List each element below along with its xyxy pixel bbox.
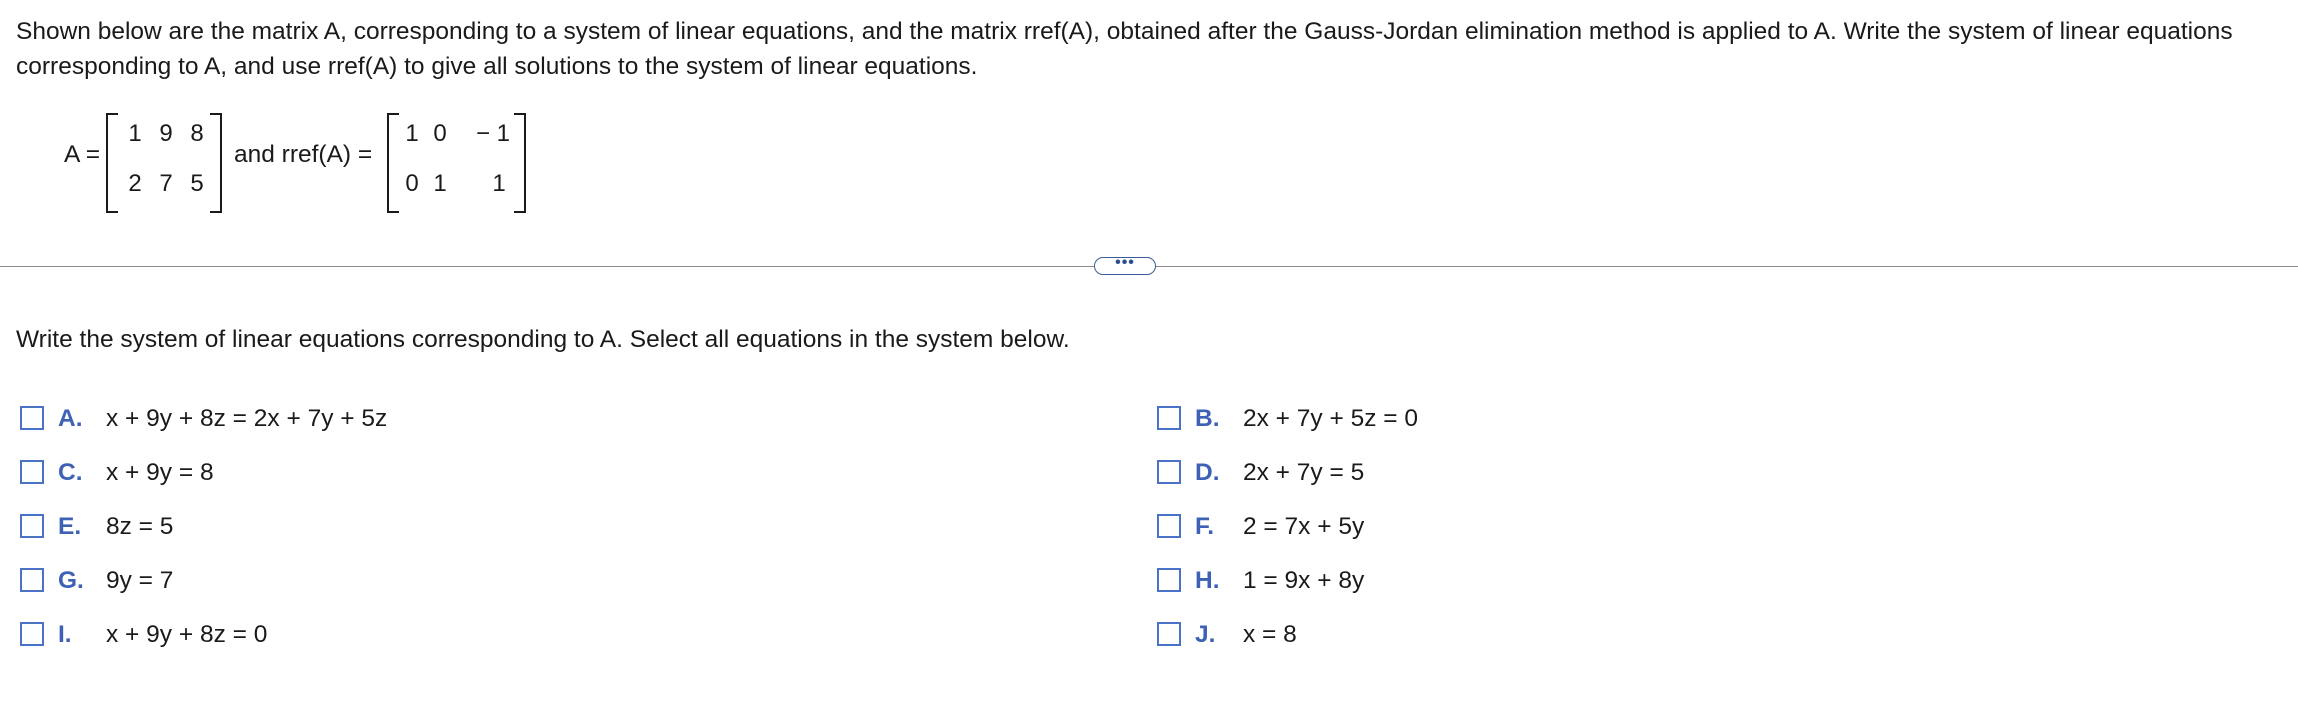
rref-cell: 1 xyxy=(433,170,447,197)
option-text: 8z = 5 xyxy=(106,513,174,540)
option-text: x + 9y + 8z = 0 xyxy=(106,621,268,648)
rref-cell: 0 xyxy=(405,170,419,197)
checkbox[interactable] xyxy=(20,622,44,646)
option-letter: E. xyxy=(58,513,82,540)
rref-right-bracket xyxy=(514,113,526,213)
checkbox[interactable] xyxy=(20,460,44,484)
matrix-a-cell: 2 xyxy=(128,170,142,197)
option-text: 1 = 9x + 8y xyxy=(1243,567,1365,594)
matrix-display xyxy=(0,113,700,213)
matrix-a-right-bracket xyxy=(210,113,222,213)
problem-statement: Shown below are the matrix A, corresponding to a system of linear equations, and the matrix rref(A), obtained after the Gauss-Jordan elimination method is applied to A. Write the system of linear equations corresponding to A, and use rref(A) to give all solutions to the system of linear equations. xyxy=(16,18,2233,80)
option-text: 2x + 7y + 5z = 0 xyxy=(1243,405,1419,432)
option-letter: D. xyxy=(1195,459,1220,486)
option-letter: I. xyxy=(58,621,72,648)
checkbox[interactable] xyxy=(1157,406,1181,430)
option-text: x = 8 xyxy=(1243,621,1297,648)
option-letter: C. xyxy=(58,459,83,486)
checkbox[interactable] xyxy=(1157,622,1181,646)
checkbox[interactable] xyxy=(1157,568,1181,592)
option-letter: B. xyxy=(1195,405,1220,432)
rref-cell: 1 xyxy=(492,170,506,197)
matrix-a-cell: 8 xyxy=(190,120,204,147)
rref-cell: 1 xyxy=(405,120,419,147)
matrix-a-left-bracket xyxy=(106,113,118,213)
option-text: 9y = 7 xyxy=(106,567,174,594)
option-text: 2 = 7x + 5y xyxy=(1243,513,1365,540)
rref-cell: 0 xyxy=(433,120,447,147)
checkbox[interactable] xyxy=(20,514,44,538)
matrix-a-cell: 9 xyxy=(159,120,173,147)
option-letter: A. xyxy=(58,405,83,432)
option-letter: G. xyxy=(58,567,84,594)
rref-label: and rref(A) = xyxy=(234,141,373,168)
checkbox[interactable] xyxy=(1157,514,1181,538)
show-more-button[interactable]: ••• xyxy=(1094,257,1156,275)
option-letter: H. xyxy=(1195,567,1220,594)
option-letter: J. xyxy=(1195,621,1216,648)
rref-cell: − 1 xyxy=(475,120,511,147)
option-letter: F. xyxy=(1195,513,1215,540)
option-text: x + 9y = 8 xyxy=(106,459,214,486)
checkbox[interactable] xyxy=(1157,460,1181,484)
matrix-a-cell: 1 xyxy=(128,120,142,147)
option-text: x + 9y + 8z = 2x + 7y + 5z xyxy=(106,405,388,432)
matrix-a-cell: 5 xyxy=(190,170,204,197)
option-text: 2x + 7y = 5 xyxy=(1243,459,1365,486)
matrix-a-label: A = xyxy=(64,141,101,168)
matrix-a-cell: 7 xyxy=(159,170,173,197)
checkbox[interactable] xyxy=(20,406,44,430)
question-text: Write the system of linear equations corresponding to A. Select all equations in the system below. xyxy=(16,326,1070,353)
checkbox[interactable] xyxy=(20,568,44,592)
